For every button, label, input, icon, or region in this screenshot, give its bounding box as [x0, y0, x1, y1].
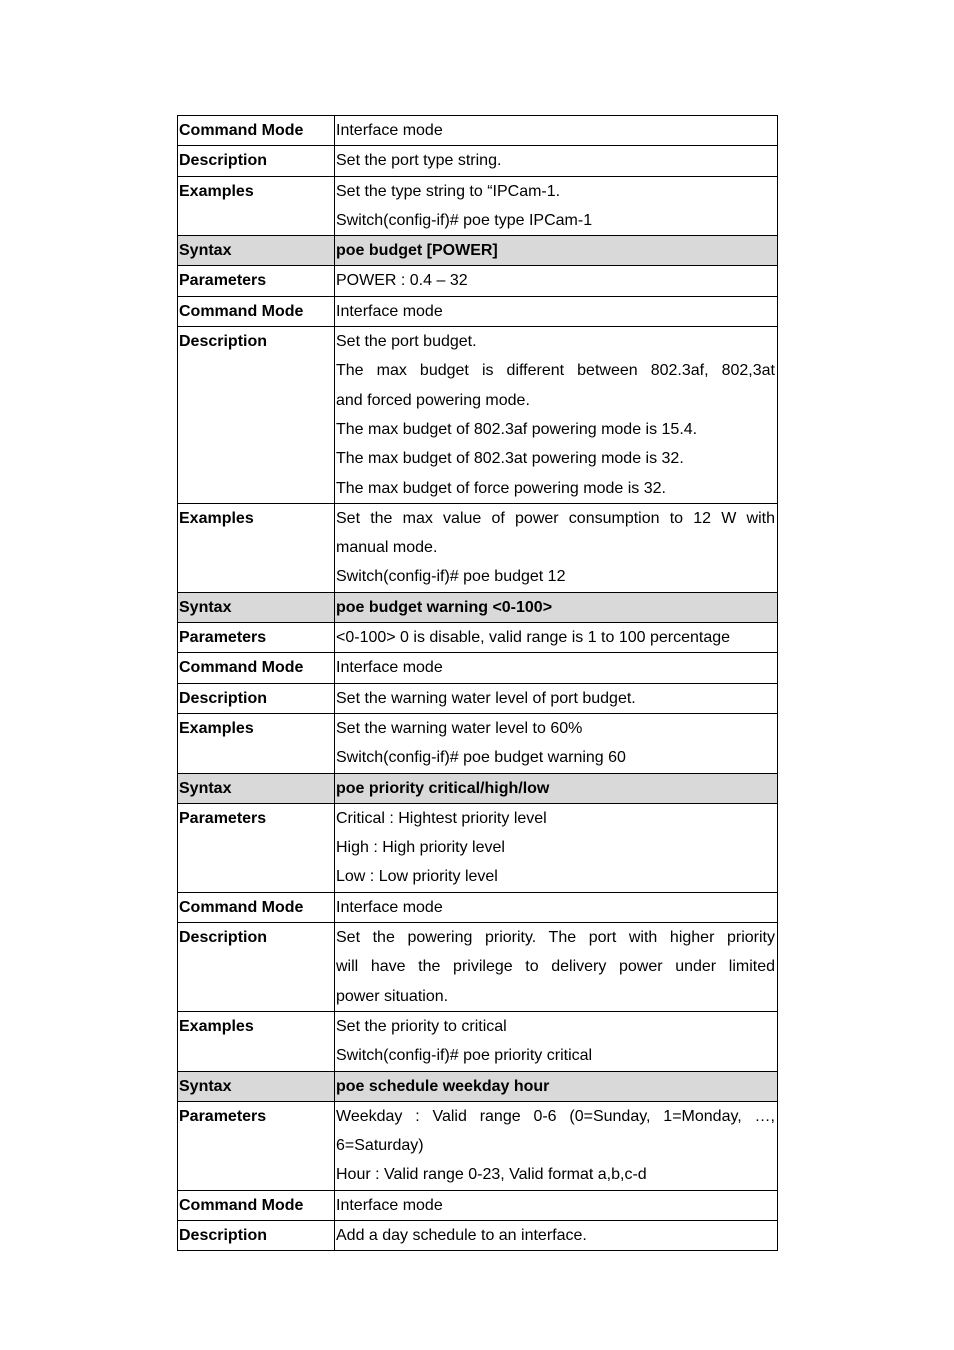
table-row: [178, 327, 778, 504]
value-line: Switch(config-if)# poe type IPCam-1: [336, 211, 593, 229]
value-line: The max budget of force powering mode is 32.: [336, 479, 666, 497]
value-line: manual mode.: [336, 539, 438, 557]
row-value: [335, 146, 778, 176]
value-line: Set the port budget.: [336, 333, 477, 351]
table-row: [178, 146, 778, 176]
table-row: [178, 1101, 778, 1190]
value-line: poe budget [POWER]: [336, 242, 498, 260]
value-line: Critical : Hightest priority level: [336, 809, 547, 827]
table-row: [178, 116, 778, 146]
value-line: will have the privilege to delivery power under limited: [336, 958, 775, 976]
value-line: Low : Low priority level: [336, 868, 498, 886]
value-line: Set the port type string.: [336, 152, 502, 170]
syntax-row: [178, 773, 778, 803]
value-line: <0-100> 0 is disable, valid range is 1 to 100 percentage: [336, 629, 731, 647]
table-row: [178, 1190, 778, 1220]
row-label: Parameters: [178, 266, 335, 296]
syntax-row: [178, 592, 778, 622]
row-value: [335, 653, 778, 683]
row-value: [335, 1220, 778, 1250]
row-value: [335, 1071, 778, 1101]
table-row: [178, 713, 778, 773]
value-line: Interface mode: [336, 1196, 443, 1214]
value-line: Weekday : Valid range 0-6 (0=Sunday, 1=Monday, …,: [336, 1107, 775, 1125]
row-value: [335, 1190, 778, 1220]
table-row: [178, 1220, 778, 1250]
value-line: The max budget of 802.3af powering mode is 15.4.: [336, 420, 698, 438]
value-line: Switch(config-if)# poe budget warning 60: [336, 749, 626, 767]
row-label: Description: [178, 1220, 335, 1250]
table-row: [178, 623, 778, 653]
value-line: Interface mode: [336, 898, 443, 916]
value-line: POWER : 0.4 – 32: [336, 272, 468, 290]
value-line: Interface mode: [336, 122, 443, 139]
row-label: Command Mode: [178, 892, 335, 922]
command-reference-table: [177, 115, 778, 1251]
value-line: The max budget is different between 802.3af, 802,3at: [336, 362, 775, 380]
row-value: [335, 683, 778, 713]
row-value: [335, 296, 778, 326]
row-label: Command Mode: [178, 653, 335, 683]
value-line: Add a day schedule to an interface.: [336, 1226, 587, 1244]
table-body: [178, 116, 778, 1251]
value-line: 6=Saturday): [336, 1137, 424, 1155]
table-row: [178, 892, 778, 922]
table-row: [178, 176, 778, 236]
value-line: Set the powering priority. The port with higher priority: [336, 929, 775, 947]
row-value: [335, 236, 778, 266]
value-line: poe priority critical/high/low: [336, 779, 550, 797]
row-value: [335, 116, 778, 146]
row-value: [335, 1101, 778, 1190]
row-label: Syntax: [178, 1071, 335, 1101]
value-line: Set the max value of power consumption to 12 W with: [336, 509, 775, 527]
value-line: The max budget of 802.3at powering mode is 32.: [336, 450, 684, 468]
row-label: Examples: [178, 176, 335, 236]
value-line: Interface mode: [336, 302, 443, 320]
row-label: Examples: [178, 713, 335, 773]
row-label: Parameters: [178, 623, 335, 653]
value-line: Set the warning water level of port budget.: [336, 689, 636, 707]
syntax-row: [178, 236, 778, 266]
value-line: poe schedule weekday hour: [336, 1077, 550, 1095]
value-line: power situation.: [336, 987, 449, 1005]
row-label: Syntax: [178, 236, 335, 266]
table-row: [178, 683, 778, 713]
row-value: [335, 176, 778, 236]
value-line: Switch(config-if)# poe priority critical: [336, 1047, 593, 1065]
row-label: Examples: [178, 503, 335, 592]
row-label: Description: [178, 923, 335, 1012]
value-line: Interface mode: [336, 659, 443, 677]
value-line: Switch(config-if)# poe budget 12: [336, 568, 566, 586]
row-value: [335, 923, 778, 1012]
value-line: Set the priority to critical: [336, 1017, 507, 1035]
table-row: [178, 296, 778, 326]
value-line: Set the type string to “IPCam-1.: [336, 182, 561, 200]
row-value: [335, 892, 778, 922]
row-value: [335, 1011, 778, 1071]
table-row: [178, 803, 778, 892]
value-line: High : High priority level: [336, 839, 505, 857]
row-label: Command Mode: [178, 1190, 335, 1220]
table-row: [178, 653, 778, 683]
table-row: [178, 503, 778, 592]
syntax-row: [178, 1071, 778, 1101]
value-line: Hour : Valid range 0-23, Valid format a,b,c-d: [336, 1166, 647, 1184]
row-label: Syntax: [178, 773, 335, 803]
row-label: Description: [178, 683, 335, 713]
value-line: Set the warning water level to 60%: [336, 719, 583, 737]
value-line: and forced powering mode.: [336, 391, 530, 409]
row-value: [335, 623, 778, 653]
table-row: [178, 266, 778, 296]
value-line: poe budget warning <0-100>: [336, 598, 553, 616]
row-value: [335, 592, 778, 622]
row-label: Examples: [178, 1011, 335, 1071]
row-value: [335, 266, 778, 296]
row-value: [335, 503, 778, 592]
row-label: Description: [178, 327, 335, 504]
row-label: Syntax: [178, 592, 335, 622]
table-row: [178, 1011, 778, 1071]
row-label: Command Mode: [178, 296, 335, 326]
row-label: Command Mode: [178, 116, 335, 146]
row-label: Parameters: [178, 1101, 335, 1190]
row-value: [335, 713, 778, 773]
row-value: [335, 803, 778, 892]
table-row: [178, 923, 778, 1012]
row-label: Parameters: [178, 803, 335, 892]
row-value: [335, 327, 778, 504]
row-label: Description: [178, 146, 335, 176]
row-value: [335, 773, 778, 803]
